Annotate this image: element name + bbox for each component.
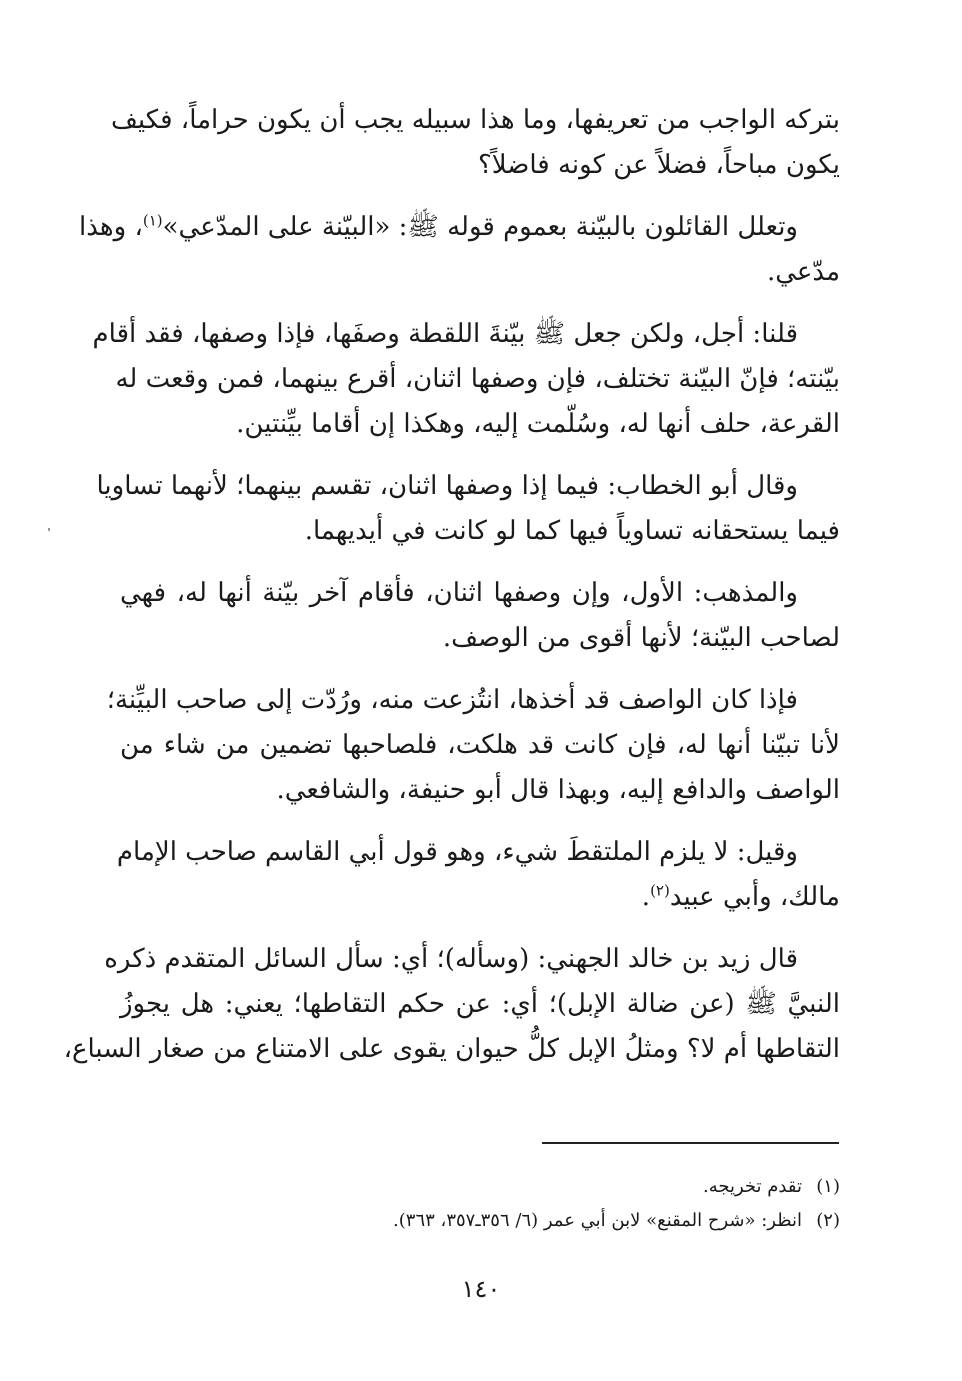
paragraph-2 xyxy=(79,205,840,295)
text-line: وقيل: لا يلزم الملتقطَ شيء، وهو قول أبي القاسم صاحب الإمام xyxy=(116,837,798,867)
paragraph-1 xyxy=(110,98,840,188)
page-number: ١٤٠ xyxy=(461,1275,501,1303)
text-run: مالك، وأبي عبيد xyxy=(669,882,840,912)
text-line: لأنا تبيّنا أنها له، فإن كانت قد هلكت، فلصاحبها تضمين من شاء من xyxy=(120,730,840,760)
paragraph-7 xyxy=(116,830,840,920)
text-line: مدّعي. xyxy=(766,257,840,287)
text-line xyxy=(120,875,840,920)
paragraph-5 xyxy=(120,571,840,661)
text-run: ، وهذا xyxy=(79,212,143,242)
text-line: بتركه الواجب من تعريفها، وما هذا سبيله يجب أن يكون حراماً، فكيف xyxy=(110,105,840,135)
text-line: القرعة، حلف أنها له، وسُلّمت إليه، وهكذا إن أقاما بيِّنتين. xyxy=(236,409,840,439)
text-run: . xyxy=(641,882,651,912)
text-line: لصاحب البيّنة؛ لأنها أقوى من الوصف. xyxy=(442,623,840,653)
footnote-number: (٢) xyxy=(816,1210,840,1231)
paragraph-8 xyxy=(63,937,840,1072)
footnote-divider xyxy=(542,1142,839,1144)
text-line: النبيَّ ﷺ (عن ضالة الإبل)؛ أي: عن حكم التقاطها؛ يعني: هل يجوزُ xyxy=(120,989,840,1019)
text-line: الواصف والدافع إليه، وبهذا قال أبو حنيفة، والشافعي. xyxy=(276,775,840,805)
paragraph-6 xyxy=(106,678,840,813)
text-line: قلنا: أجل، ولكن جعل ﷺ بيّنةَ اللقطة وصفَها، فإذا وصفها، فقد أقام xyxy=(92,319,798,349)
page-body xyxy=(63,98,840,1089)
footnote-ref-1: (١) xyxy=(142,211,163,230)
text-line: فيما يستحقانه تساوياً فيها كما لو كانت في أيديهما. xyxy=(304,516,840,546)
footnote-text: انظر: «شرح المقنع» لابن أبي عمر (٦/ ٣٥٦ـ٣٥٧، ٣٦٣). xyxy=(393,1210,802,1231)
footnote-number: (١) xyxy=(816,1176,840,1197)
scan-speck xyxy=(48,528,50,531)
footnote-2 xyxy=(120,1204,840,1238)
text-line: يكون مباحاً، فضلاً عن كونه فاضلاً؟ xyxy=(477,150,840,180)
text-line: وقال أبو الخطاب: فيما إذا وصفها اثنان، تقسم بينهما؛ لأنهما تساويا xyxy=(96,471,798,501)
paragraph-3 xyxy=(92,312,840,447)
footnote-ref-2: (٢) xyxy=(650,881,670,900)
text-line: فإذا كان الواصف قد أخذها، انتُزعت منه، ورُدّت إلى صاحب البيِّنة؛ xyxy=(106,685,798,715)
text-run: وتعلل القائلون بالبيّنة بعموم قوله ﷺ: «البيّنة على المدّعي» xyxy=(162,212,798,242)
footnotes xyxy=(120,1170,840,1238)
text-line: قال زيد بن خالد الجهني: (وسأله)؛ أي: سأل السائل المتقدم ذكره xyxy=(104,944,798,974)
paragraph-4 xyxy=(96,464,840,554)
footnote-text: تقدم تخريجه. xyxy=(703,1176,802,1197)
text-line: التقاطها أم لا؟ ومثلُ الإبل كلُّ حيوان يقوى على الامتناع من صغار السباع، xyxy=(63,1034,840,1064)
footnote-1 xyxy=(120,1170,840,1204)
text-line xyxy=(79,205,840,250)
text-line: والمذهب: الأول، وإن وصفها اثنان، فأقام آخر بيّنة أنها له، فهي xyxy=(120,578,798,608)
text-line: بيّنته؛ فإنّ البيّنة تختلف، فإن وصفها اثنان، أقرع بينهما، فمن وقعت له xyxy=(115,364,840,394)
